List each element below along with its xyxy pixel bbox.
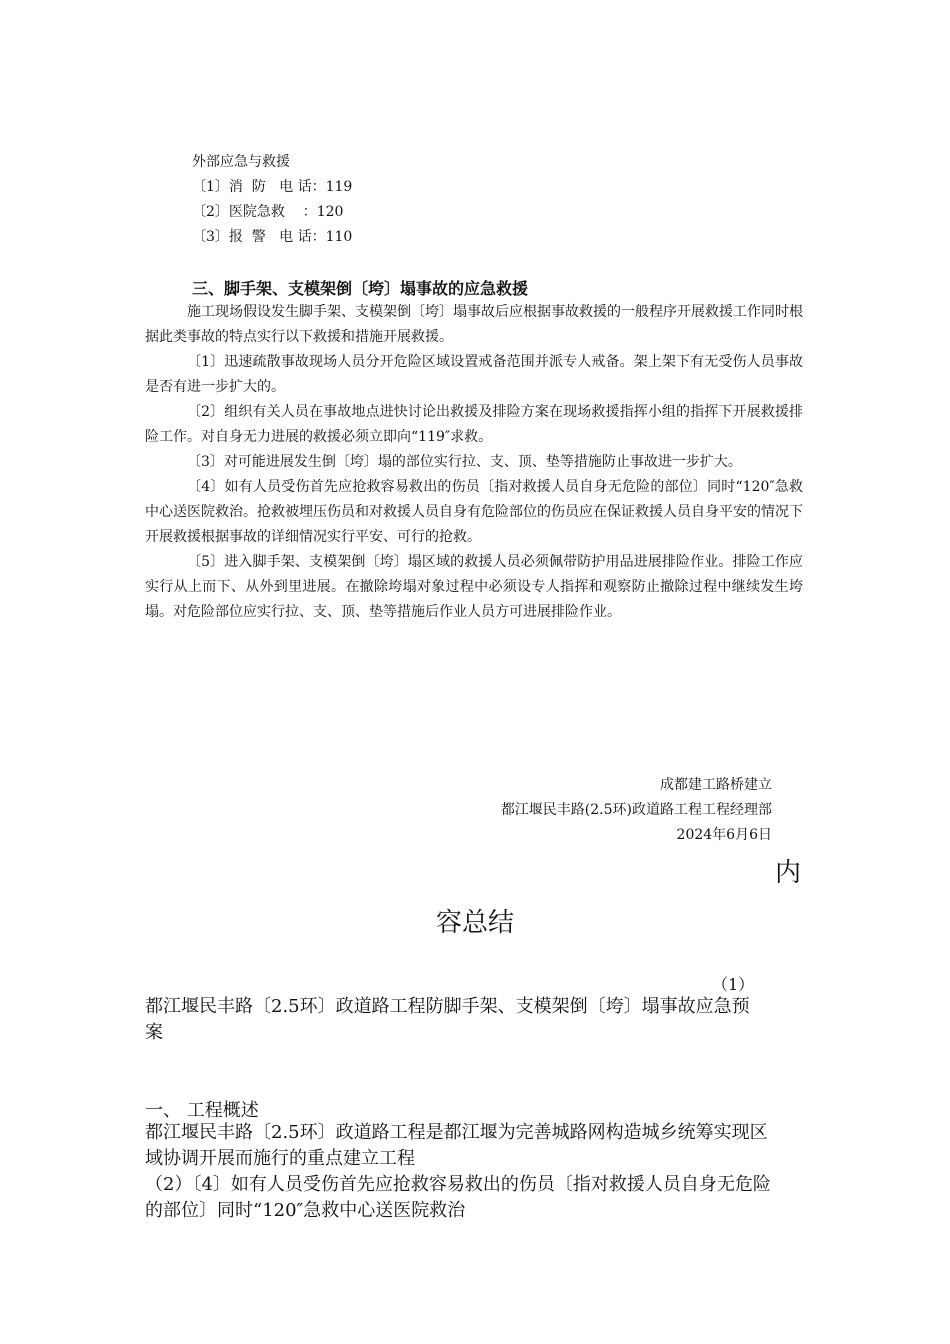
external-emergency-contacts — [192, 150, 352, 250]
overview-line-1: 都江堰民丰路〔2.5环〕政道路工程是都江堰为完善城路网构造城乡统筹实现区域协调开展而施行的重点建立工程 — [145, 1122, 768, 1169]
section-body — [145, 300, 803, 625]
paragraph-intro: 施工现场假设发生脚手架、支模架倒〔垮〕塌事故后应根据事故救援的一般程序开展救援工作同时根据此类事故的特点实行以下救援和措施开展救援。 — [145, 304, 803, 345]
paragraph-3: 〔3〕对可能进展发生倒〔垮〕塌的部位实行拉、支、顶、垫等措施防止事故进一步扩大。 — [187, 454, 742, 470]
overview-line-2: （2）〔4〕如有人员受伤首先应抢救容易救出的伤员〔指对救援人员自身无危险的部位〕同时“120″急救中心送医院救治 — [145, 1174, 771, 1221]
summary-title-first-char: 内 — [775, 858, 802, 888]
signature-department: 都江堰民丰路(2.5环)政道路工程工程经理部 — [500, 802, 772, 818]
paragraph-5: 〔5〕进入脚手架、支模架倒〔垮〕塌区域的救援人员必须佩带防护用品进展排险作业。排险工作应实行从上而下、从外到里进展。在撤除垮塌对象过程中必须设专人指挥和观察防止撤除过程中继续发生垮塌。对危险部位应实行拉、支、顶、垫等措施后作业人员方可进展排险作业。 — [145, 554, 803, 620]
summary-title: 容总结 — [435, 908, 514, 938]
contact-police: 〔3〕报 警 电 话：110 — [192, 229, 353, 245]
contact-hospital: 〔2〕医院急救 ：120 — [192, 204, 344, 220]
signature-company: 成都建工路桥建立 — [660, 777, 772, 793]
signature-date: 2024年6月6日 — [676, 827, 772, 843]
signature-block — [501, 773, 772, 848]
contact-fire: 〔1〕消 防 电 话：119 — [192, 179, 353, 195]
overview-body — [145, 1120, 775, 1224]
section-heading: 三、脚手架、支模架倒〔垮〕塌事故的应急救援 — [192, 279, 529, 298]
paragraph-1: 〔1〕迅速疏散事故现场人员分开危险区域设置戒备范围并派专人戒备。架上架下有无受伤人员事故是否有进一步扩大的。 — [145, 354, 803, 395]
plan-title: 都江堰民丰路〔2.5环〕政道路工程防脚手架、支模架倒〔垮〕塌事故应急预案 — [145, 996, 750, 1043]
contacts-title: 外部应急与救援 — [192, 154, 290, 170]
paragraph-2: 〔2〕组织有关人员在事故地点进快讨论出救援及排险方案在现场救援指挥小组的指挥下开展救援排险工作。对自身无力进展的救援必须立即向“119″求救。 — [145, 404, 803, 445]
overview-heading: 一、 工程概述 — [145, 1100, 259, 1121]
paragraph-4: 〔4〕如有人员受伤首先应抢救容易救出的伤员〔指对救援人员自身无危险的部位〕同时“120″急救中心送医院救治。抢救被埋压伤员和对救援人员自身有危险部位的伤员应在保证救援人员自身平安的情况下开展救援根据事故的详细情况实行平安、可行的抢救。 — [145, 479, 803, 545]
item-marker-1: （1） — [712, 975, 755, 994]
